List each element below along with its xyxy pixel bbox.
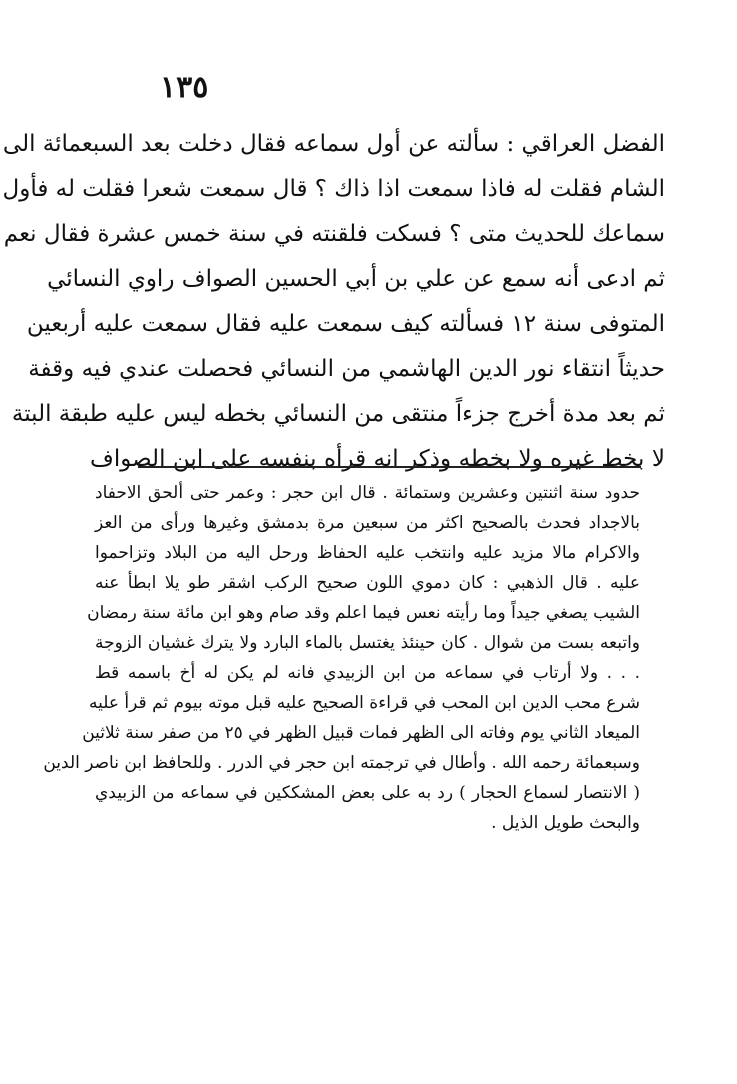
main-text-line: الشام فقلت له فاذا سمعت اذا ذاك ؟ قال سمعت شعرا فقلت له فأول bbox=[2, 176, 665, 202]
page-number: ١٣٥ bbox=[160, 70, 209, 105]
footnote-line: بالاجداد فحدث بالصحيح اكثر من سبعين مرة بدمشق وغيرها ورأى من العز bbox=[95, 513, 640, 533]
footnote-block bbox=[43, 478, 640, 838]
main-text-line: حديثاً انتقاء نور الدين الهاشمي من النسائي فحصلت عندي فيه وقفة bbox=[28, 356, 665, 382]
main-text-line: ثم ادعى أنه سمع عن علي بن أبي الحسين الصواف راوي النسائي bbox=[47, 266, 665, 292]
footnote-line: شرع محب الدين ابن المحب في قراءة الصحيح عليه قبل موته بيوم ثم قرأ عليه bbox=[89, 693, 640, 713]
footnote-line: حدود سنة اثنتين وعشرين وستمائة . قال ابن حجر : وعمر حتى ألحق الاحفاد bbox=[95, 483, 640, 503]
main-text-line: الفضل العراقي : سألته عن أول سماعه فقال دخلت بعد السبعمائة الى bbox=[2, 131, 665, 157]
main-text-line: ثم بعد مدة أخرج جزءاً منتقى من النسائي بخطه ليس عليه طبقة البتة bbox=[11, 401, 665, 427]
main-text-line: لا بخط غيره ولا بخطه وذكر انه قرأه بنفسه على ابن الصواف bbox=[90, 446, 665, 472]
main-text-line: سماعك للحديث متى ؟ فسكت فلقنته في سنة خمس عشرة فقال نعم bbox=[3, 221, 665, 247]
footnote-line: عليه . قال الذهبي : كان دموي اللون صحيح الركب اشقر طو يلا ابطأ عنه bbox=[95, 573, 640, 593]
footnote-line: الميعاد الثاني يوم وفاته الى الظهر فمات قبيل الظهر في ٢٥ من صفر سنة ثلاثين bbox=[82, 723, 640, 743]
footnote-line: ( الانتصار لسماع الحجار ) رد به على بعض المشككين في سماعه من الزبيدي bbox=[95, 783, 640, 803]
footnote-line: والبحث طويل الذيل . bbox=[491, 813, 640, 833]
footnote-line: . . . ولا أرتاب في سماعه من ابن الزبيدي فانه لم يكن له أخ باسمه قط bbox=[95, 663, 640, 683]
footnote-line: الشيب يصغي جيداً وما رأيته نعس فيما اعلم وقد صام وهو ابن مائة سنة رمضان bbox=[87, 603, 640, 623]
footnote-divider bbox=[138, 466, 641, 468]
main-text-block bbox=[2, 122, 665, 482]
footnote-line: وسبعمائة رحمه الله . وأطال في ترجمته ابن حجر في الدرر . وللحافظ ابن ناصر الدين bbox=[43, 753, 640, 773]
footnote-line: واتبعه بست من شوال . كان حينئذ يغتسل بالماء البارد ولا يترك غشيان الزوجة bbox=[95, 633, 640, 653]
footnote-line: والاكرام مالا مزيد عليه وانتخب عليه الحفاظ ورحل اليه من البلاد وتزاحموا bbox=[95, 543, 640, 563]
main-text-line: المتوفى سنة ١٢ فسألته كيف سمعت عليه فقال سمعت عليه أربعين bbox=[26, 311, 665, 337]
